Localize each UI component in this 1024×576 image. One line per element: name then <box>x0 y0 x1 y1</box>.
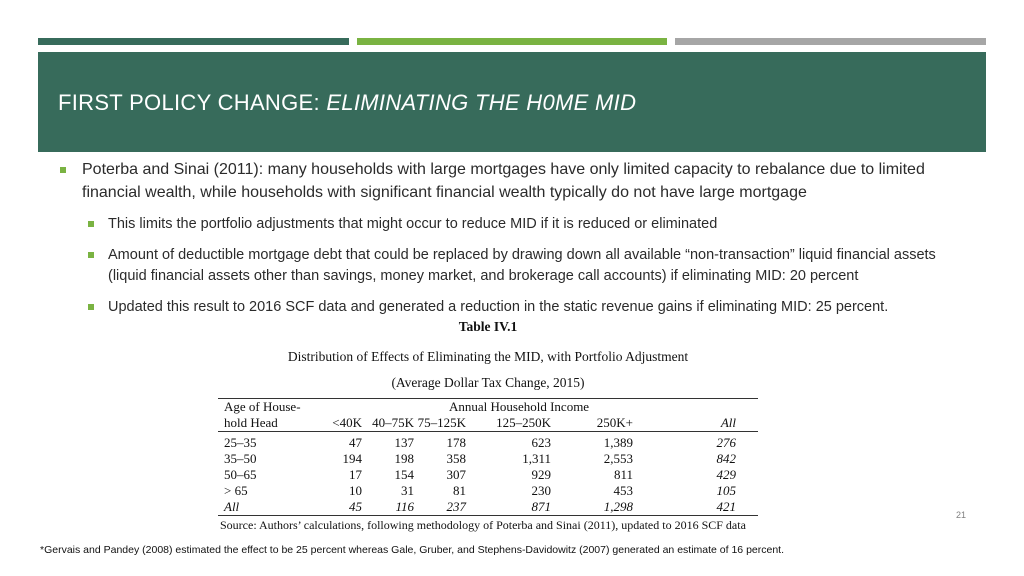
sub-bullet-marker-icon <box>88 304 94 310</box>
table-row <box>218 432 758 452</box>
sub-bullet-text: Updated this result to 2016 SCF data and generated a reduction in the static revenue gains if eliminating MID: 25 percent. <box>108 299 889 315</box>
sub-bullet-item <box>88 214 970 235</box>
table-cell: 194 <box>342 451 362 466</box>
group-header: Annual Household Income <box>449 399 590 414</box>
row-label: 35–50 <box>224 451 257 466</box>
column-header: 250K+ <box>551 415 633 432</box>
table-cell: 358 <box>446 451 466 466</box>
table-cell: 17 <box>349 467 362 482</box>
accent-bar-green <box>357 38 667 45</box>
table-source-note: Source: Authors’ calculations, following methodology of Poterba and Sinai (2011), updated to 2016 SCF data <box>220 518 746 532</box>
bullet-item <box>60 158 970 204</box>
table-cell: 1,389 <box>603 435 633 450</box>
table-cell: 811 <box>613 467 633 482</box>
table-cell: 81 <box>453 483 466 498</box>
table-cell: 154 <box>394 467 414 482</box>
row-label: 50–65 <box>224 467 257 482</box>
bullet-text: Poterba and Sinai (2011): many households with large mortgages have only limited capacity to rebalance due to limited financial wealth, while households with significant financial wealth typically do not have large mortgage <box>82 161 925 201</box>
table-cell: 1,311 <box>522 451 551 466</box>
table-header-row <box>218 415 758 432</box>
table-cell: 453 <box>613 483 633 498</box>
table-row-total <box>218 499 758 515</box>
page-number: 21 <box>956 510 967 520</box>
table-cell: 871 <box>531 499 551 514</box>
footnote: *Gervais and Pandey (2008) estimated the effect to be 25 percent whereas Gale, Gruber, and Stephens-Davidowitz (2007) generated an estimate of 16 percent. <box>40 544 785 556</box>
sub-bullet-item <box>88 245 970 287</box>
row-header-bottom: hold Head <box>218 415 310 432</box>
row-label: All <box>224 499 240 514</box>
table-row <box>218 451 758 467</box>
title-band <box>38 52 986 152</box>
table-cell: 137 <box>394 435 414 450</box>
table-cell: 47 <box>349 435 362 450</box>
table-cell: 105 <box>716 483 736 498</box>
table-cell: 2,553 <box>603 451 633 466</box>
table-cell: 178 <box>446 435 466 450</box>
data-table <box>218 399 758 515</box>
column-header: <40K <box>310 415 362 432</box>
table-cell: 31 <box>401 483 414 498</box>
table-cell: 429 <box>716 467 736 482</box>
table-cell: 1,298 <box>603 499 633 514</box>
table-cell: 307 <box>446 467 466 482</box>
column-header: All <box>633 415 758 432</box>
column-header: 75–125K <box>414 415 466 432</box>
slide-title-italic: ELIMINATING THE H0ME MID <box>326 90 637 115</box>
sub-bullet-marker-icon <box>88 221 94 227</box>
row-header-top: Age of House- <box>224 399 301 414</box>
table-subtitle-units: (Average Dollar Tax Change, 2015) <box>391 375 585 390</box>
table-cell: 276 <box>716 435 736 450</box>
table-cell: 10 <box>349 483 362 498</box>
table-cell: 45 <box>349 499 362 514</box>
table-caption: Table IV.1 <box>458 319 518 334</box>
table-header-row-top <box>218 399 758 415</box>
table-cell: 237 <box>446 499 466 514</box>
accent-bar-dark <box>38 38 349 45</box>
table-subtitle: Distribution of Effects of Eliminating the MID, with Portfolio Adjustment <box>287 349 689 364</box>
table-row <box>218 483 758 499</box>
accent-bar-gray <box>675 38 986 45</box>
sub-bullet-marker-icon <box>88 252 94 258</box>
table-frame <box>218 398 758 516</box>
bullet-marker-icon <box>60 167 66 173</box>
table-figure <box>218 318 758 532</box>
bullet-list <box>60 158 970 318</box>
column-header: 40–75K <box>362 415 414 432</box>
row-label: 25–35 <box>224 435 257 450</box>
table-cell: 198 <box>394 451 414 466</box>
slide-title <box>58 90 636 116</box>
sub-bullet-text: Amount of deductible mortgage debt that could be replaced by drawing down all available “non-transaction” liquid financial assets (liquid financial assets other than savings, money market, and brokerage call accounts) if eliminating MID: 20 percent <box>108 247 936 284</box>
table-cell: 421 <box>716 499 736 514</box>
table-cell: 842 <box>716 451 736 466</box>
sub-bullet-item <box>88 297 970 318</box>
table-row <box>218 467 758 483</box>
table-cell: 623 <box>531 435 551 450</box>
table-cell: 116 <box>395 499 414 514</box>
row-label: > 65 <box>224 483 248 498</box>
column-header: 125–250K <box>466 415 551 432</box>
slide-title-prefix: FIRST POLICY CHANGE: <box>58 90 327 115</box>
table-cell: 929 <box>531 467 551 482</box>
sub-bullet-text: This limits the portfolio adjustments that might occur to reduce MID if it is reduced or eliminated <box>108 216 718 232</box>
table-cell: 230 <box>531 483 551 498</box>
